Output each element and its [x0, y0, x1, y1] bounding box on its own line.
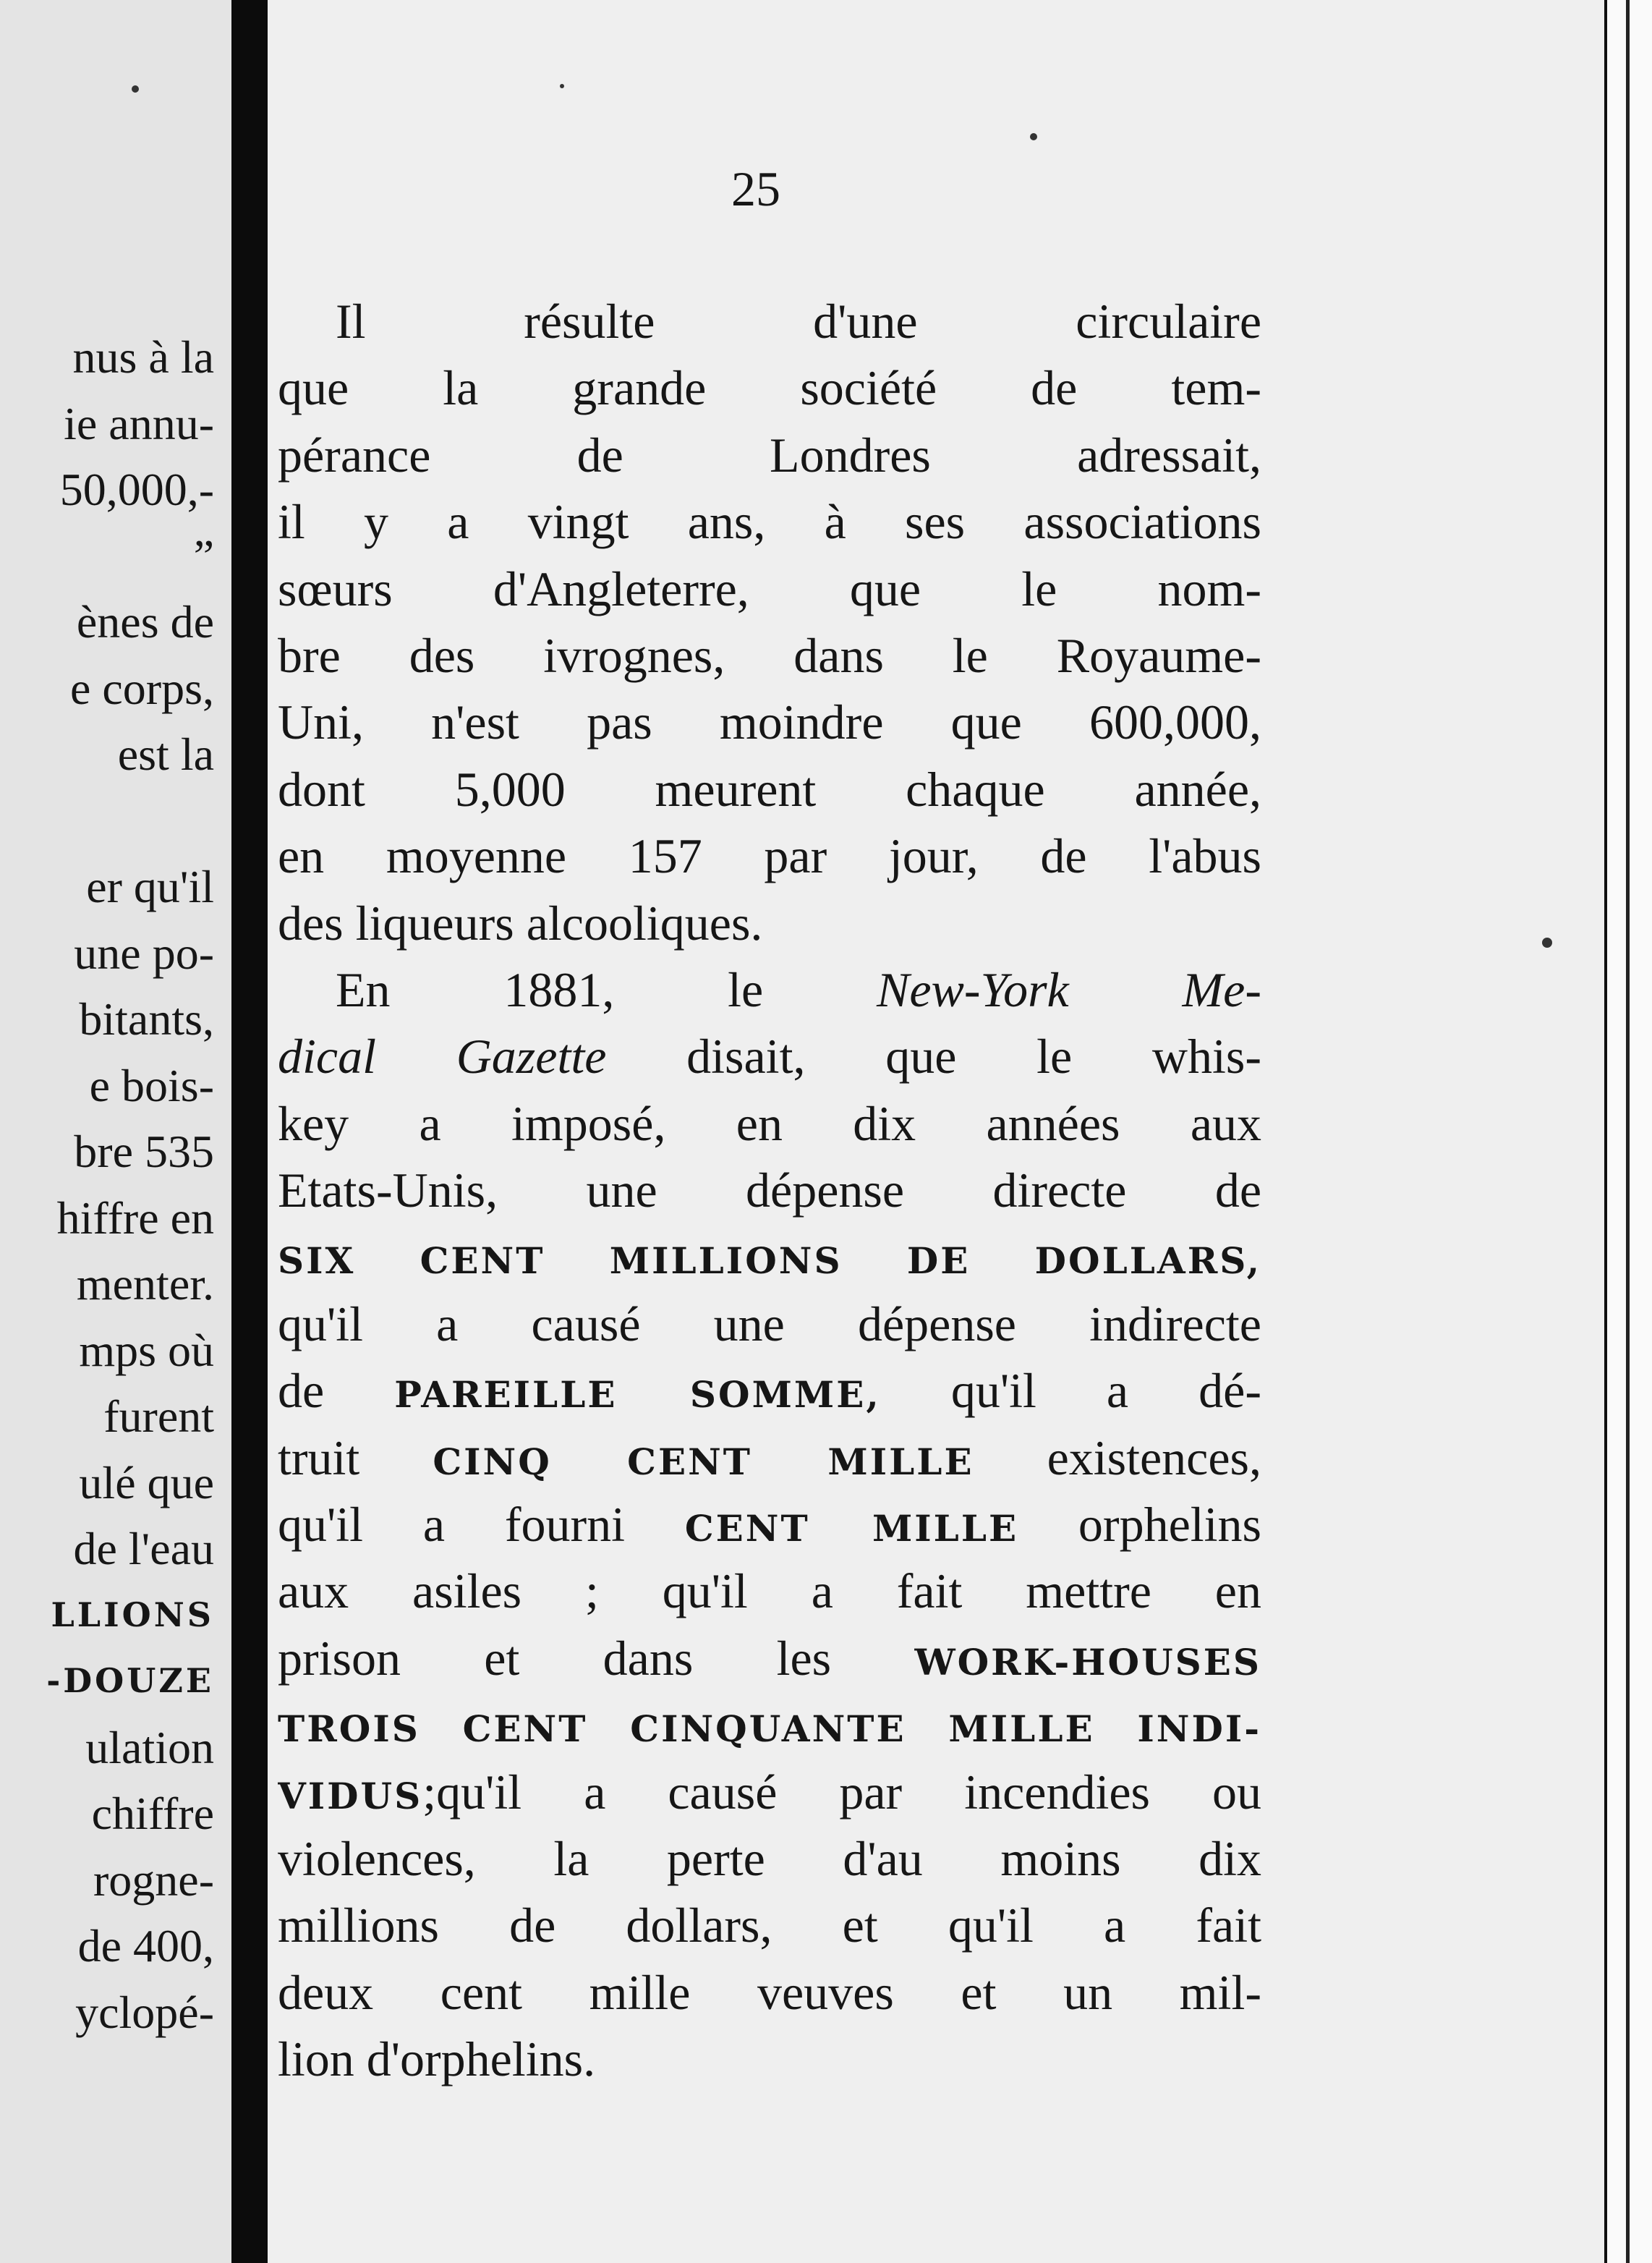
text-line: violences, la perte d'au moins dix [278, 1830, 1261, 1886]
text-line: lion d'orphelins. [278, 2031, 596, 2087]
text-line: Etats-Unis, une dépense directe de [278, 1163, 1261, 1218]
left-line: e corps, [69, 662, 214, 714]
left-line: er qu'il [86, 861, 214, 912]
page-number: 25 [731, 161, 780, 216]
text-run: orphelins [1018, 1497, 1261, 1553]
text-line: Il résulte d'une circulaire [336, 294, 1261, 349]
text-run: existences, [974, 1430, 1261, 1485]
text-line [278, 1023, 1261, 1090]
small-caps-run: CENT MILLE [684, 1507, 1019, 1550]
small-caps-run: PAREILLE SOMME, [394, 1373, 881, 1417]
journal-title: dical Gazette [278, 1029, 607, 1084]
text-line [278, 1625, 1261, 1691]
journal-title: New-York Me- [876, 961, 1261, 1017]
left-line: ie annu- [64, 397, 214, 449]
text-run: En 1881, le [336, 961, 877, 1017]
text-line [278, 1691, 1261, 1758]
text-line [278, 1223, 1261, 1290]
left-line: ” [193, 530, 214, 582]
text-line: il y a vingt ans, à ses associations [278, 494, 1261, 550]
text-line [278, 956, 1261, 1023]
small-caps-run: CINQ CENT MILLE [433, 1440, 974, 1483]
print-speck [1542, 938, 1552, 948]
text-run: truit [278, 1430, 433, 1485]
left-line: bre 535 [74, 1126, 214, 1177]
print-speck [560, 84, 564, 88]
small-caps-run: WORK-HOUSES [914, 1640, 1261, 1684]
left-line: e bois- [89, 1059, 214, 1111]
left-line: bitants, [79, 993, 214, 1045]
text-line [278, 1357, 1261, 1424]
book-gutter [231, 0, 268, 2263]
left-line: 50,000,- [59, 464, 214, 515]
left-line: hiffre en [56, 1192, 214, 1244]
page-body-text [278, 288, 1261, 2093]
left-line: est la [117, 729, 214, 780]
text-line: millions de dollars, et qu'il a fait [278, 1898, 1261, 1953]
left-line: une po- [74, 927, 214, 979]
text-line: pérance de Londres adressait, [278, 427, 1261, 483]
text-line: dont 5,000 meurent chaque année, [278, 761, 1261, 817]
text-run: de [278, 1363, 395, 1419]
text-line: que la grande société de tem- [278, 360, 1261, 416]
text-line: bre des ivrognes, dans le Royaume- [278, 627, 1261, 683]
left-line: LLIONS [51, 1595, 214, 1634]
text-line: qu'il a causé une dépense indirecte [278, 1296, 1261, 1351]
page-edge [1604, 0, 1652, 2263]
text-line: en moyenne 157 par jour, de l'abus [278, 828, 1261, 884]
text-run: qu'il a fourni [278, 1497, 685, 1553]
left-page-text-fragments [0, 324, 214, 2045]
left-line: ulation [85, 1721, 214, 1773]
text-run: ;qu'il a causé par incendies ou [422, 1764, 1261, 1820]
text-line [278, 1425, 1261, 1491]
small-caps-run: TROIS CENT CINQUANTE MILLE INDI- [278, 1707, 1261, 1751]
left-line: rogne- [93, 1854, 214, 1906]
left-line: mps où [79, 1324, 214, 1376]
text-run: prison et dans les [278, 1630, 915, 1686]
print-speck [1030, 133, 1037, 140]
text-line: sœurs d'Angleterre, que le nom- [278, 561, 1261, 616]
text-run: disait, que le whis- [606, 1029, 1261, 1084]
left-line: yclopé- [75, 1986, 214, 2038]
small-caps-run: SIX CENT MILLIONS DE DOLLARS, [278, 1239, 1261, 1283]
text-line: des liqueurs alcooliques. [278, 895, 763, 951]
left-line: ulé que [79, 1456, 214, 1508]
left-line: de 400, [77, 1920, 214, 1971]
left-line: -DOUZE [46, 1661, 214, 1700]
small-caps-run: VIDUS [278, 1774, 423, 1817]
left-line: furent [103, 1391, 214, 1442]
left-line: chiffre [91, 1788, 214, 1839]
left-line [0, 788, 214, 854]
text-line: deux cent mille veuves et un mil- [278, 1964, 1261, 2020]
text-line [278, 1491, 1261, 1558]
text-line [278, 1759, 1261, 1825]
text-line: aux asiles ; qu'il a fait mettre en [278, 1563, 1261, 1619]
left-line: menter. [76, 1258, 214, 1309]
left-page [0, 0, 239, 2263]
print-speck [132, 85, 139, 93]
text-run: qu'il a dé- [880, 1363, 1261, 1419]
left-line: de l'eau [73, 1523, 214, 1574]
left-line: ènes de [76, 596, 214, 648]
text-line: key a imposé, en dix années aux [278, 1095, 1261, 1151]
left-line: nus à la [72, 331, 214, 383]
text-line: Uni, n'est pas moindre que 600,000, [278, 695, 1261, 750]
